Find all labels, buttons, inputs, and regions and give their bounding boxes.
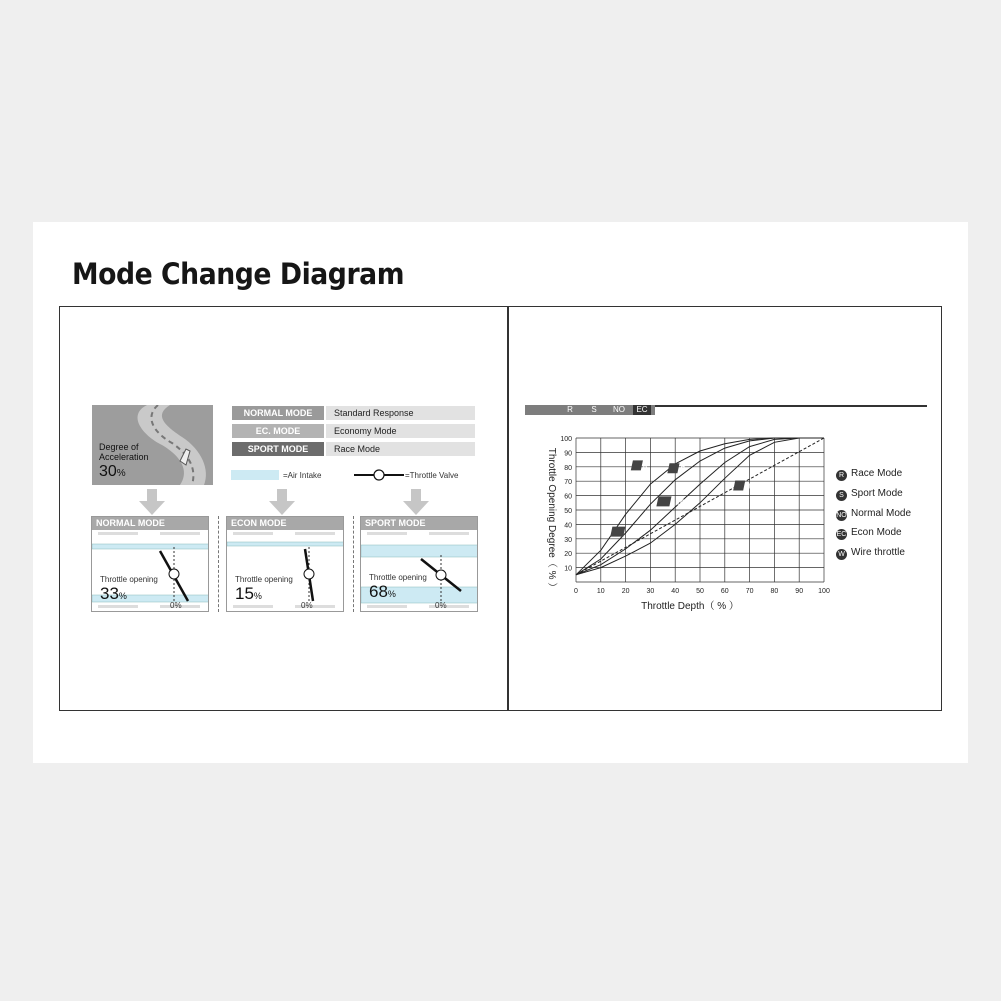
x-axis-label: Throttle Depth（ % ） — [641, 601, 739, 612]
curve-label: R — [642, 463, 648, 471]
throttle-opening-value: 33% — [100, 584, 127, 603]
page-title: Mode Change Diagram — [72, 257, 405, 291]
y-tick-label: 40 — [564, 522, 572, 530]
curve-label-box — [733, 481, 745, 491]
throttle-opening-label: Throttle opening — [369, 573, 427, 582]
x-tick-label: 100 — [818, 588, 830, 595]
x-tick-label: 0 — [574, 588, 578, 595]
legend-econ: EC Econ Mode — [836, 527, 902, 538]
curve-label: NO — [635, 529, 646, 537]
panel-heading: NORMAL MODE — [92, 517, 208, 530]
throttle-chart — [530, 425, 840, 620]
curve-label: W — [748, 483, 756, 491]
curve-label-box — [656, 496, 671, 506]
curve-label-box — [667, 463, 679, 473]
curve-label: S — [680, 466, 685, 474]
y-tick-label: 70 — [564, 479, 572, 487]
legend-wire: W Wire throttle — [836, 547, 905, 560]
x-tick-label: 30 — [646, 588, 655, 595]
y-tick-label: 90 — [564, 450, 572, 458]
curve-label-box — [631, 460, 643, 470]
acceleration-label: Degree of Acceleration — [99, 442, 149, 462]
normal-mode-panel — [91, 516, 209, 612]
chart-header-rule — [655, 405, 927, 407]
acceleration-value: 30% — [99, 463, 126, 480]
y-tick-label: 30 — [564, 536, 572, 544]
throttle-opening-value: 15% — [235, 584, 262, 603]
zero-label: 0% — [301, 601, 313, 610]
mode-desc: Standard Response — [326, 406, 475, 420]
air-intake-legend: =Air Intake — [283, 471, 322, 480]
panel-separator — [353, 516, 354, 612]
y-tick-label: 60 — [564, 493, 572, 501]
curve-label-box — [610, 527, 625, 537]
normal-mode-badge-icon: NO — [836, 512, 847, 519]
legend-sport: S Sport Mode — [836, 488, 903, 501]
x-tick-label: 60 — [720, 588, 729, 595]
mode-desc: Economy Mode — [326, 424, 475, 438]
y-tick-label: 20 — [564, 551, 572, 559]
race-mode-badge-icon: R — [836, 470, 847, 481]
down-arrow-icon — [139, 501, 165, 515]
mode-tag: EC. MODE — [232, 424, 324, 438]
y-tick-label: 50 — [564, 508, 572, 515]
y-tick-label: 100 — [560, 436, 572, 443]
y-axis-label: Throttle Opening Degree（ % ） — [546, 447, 557, 593]
sport-mode-panel — [360, 516, 478, 612]
x-tick-label: 50 — [696, 588, 704, 595]
down-arrow-icon — [403, 501, 429, 515]
econ-mode-panel — [226, 516, 344, 612]
x-tick-label: 10 — [596, 588, 605, 595]
mode-desc: Race Mode — [326, 442, 475, 456]
zero-label: 0% — [170, 601, 182, 610]
zero-label: 0% — [435, 601, 447, 610]
x-tick-label: 80 — [770, 588, 779, 595]
panel-heading: SPORT MODE — [361, 517, 477, 530]
throttle-opening-label: Throttle opening — [235, 575, 293, 584]
econ-mode-badge-icon: EC — [836, 531, 847, 538]
throttle-valve-legend: =Throttle Valve — [405, 471, 459, 480]
air-intake-swatch — [231, 470, 279, 480]
panel-heading: ECON MODE — [227, 517, 343, 530]
y-tick-label: 10 — [564, 565, 572, 573]
x-tick-label: 20 — [621, 588, 630, 595]
legend-race: R Race Mode — [836, 468, 902, 481]
sport-mode-badge-icon: S — [836, 490, 847, 501]
x-tick-label: 90 — [795, 588, 804, 595]
x-tick-label: 40 — [671, 588, 680, 595]
chart-tab-r: R — [567, 405, 573, 414]
curve-label: EC — [675, 499, 686, 507]
y-tick-label: 80 — [564, 464, 572, 472]
throttle-opening-label: Throttle opening — [100, 575, 158, 584]
throttle-opening-value: 68% — [369, 582, 396, 601]
x-tick-label: 70 — [745, 588, 754, 595]
mode-tag: NORMAL MODE — [232, 406, 324, 420]
panel-divider — [507, 306, 509, 711]
mode-tag: SPORT MODE — [232, 442, 324, 456]
chart-tab-s: S — [591, 405, 597, 414]
wire-throttle-badge-icon: W — [836, 549, 847, 560]
chart-tab-no: NO — [613, 405, 625, 414]
chart-tab-ec: EC — [633, 405, 651, 415]
throttle-valve-swatch — [354, 468, 404, 482]
down-arrow-icon — [269, 501, 295, 515]
panel-separator — [218, 516, 219, 612]
legend-normal: NO Normal Mode — [836, 508, 912, 519]
